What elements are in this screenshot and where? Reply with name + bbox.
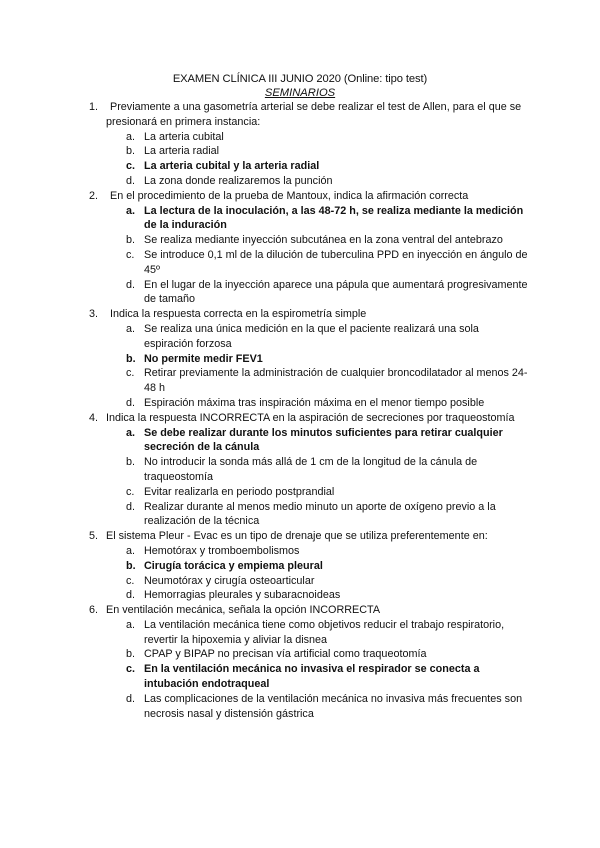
question-text: Indica la respuesta INCORRECTA en la aspiración de secreciones por traqueostomía — [106, 411, 515, 424]
option-letter: b. — [126, 648, 136, 661]
option-letter: b. — [126, 456, 136, 469]
option-text: Se introduce 0,1 ml de la dilución de tuberculina PPD en inyección en ángulo de 45º — [144, 248, 528, 276]
option-d — [106, 396, 530, 411]
option-a — [106, 130, 530, 145]
option-list — [106, 204, 530, 308]
option-text: Hemotórax y tromboembolismos — [144, 544, 300, 557]
option-text: Espiración máxima tras inspiración máxima en el menor tiempo posible — [144, 396, 485, 409]
question-number: 2. — [89, 189, 99, 202]
option-letter: d. — [126, 500, 136, 513]
option-letter: d. — [126, 692, 136, 705]
question-list — [0, 100, 600, 721]
question-number: 3. — [89, 308, 99, 321]
option-text: Se realiza mediante inyección subcutánea en la zona ventral del antebrazo — [144, 234, 503, 247]
question-6 — [0, 603, 600, 721]
question-text: En el procedimiento de la prueba de Mantoux, indica la afirmación correcta — [110, 189, 469, 202]
option-text: No permite medir FEV1 — [144, 352, 263, 365]
option-letter: a. — [126, 130, 136, 143]
exam-title: EXAMEN CLÍNICA III JUNIO 2020 (Online: tipo test) — [172, 73, 428, 85]
option-letter: b. — [126, 559, 136, 572]
question-number: 1. — [89, 101, 99, 113]
option-b — [106, 455, 530, 485]
option-list — [106, 618, 530, 722]
option-b — [106, 144, 530, 159]
option-letter: d. — [126, 396, 136, 409]
option-c-correct — [106, 159, 530, 174]
option-list — [106, 544, 530, 603]
option-d — [106, 174, 530, 189]
option-b-correct — [106, 559, 530, 574]
question-text: El sistema Pleur - Evac es un tipo de drenaje que se utiliza preferentemente en: — [106, 530, 488, 543]
option-b-correct — [106, 352, 530, 367]
option-text: Se realiza una única medición en la que el paciente realizará una sola espiración forzosa — [144, 322, 479, 350]
option-c — [106, 366, 530, 396]
option-text: La ventilación mecánica tiene como objetivos reducir el trabajo respiratorio, revertir la hipoxemia y aliviar la disnea — [144, 618, 505, 646]
question-number: 4. — [89, 411, 99, 424]
option-letter: d. — [126, 174, 136, 187]
option-letter: b. — [126, 352, 136, 365]
question-4 — [0, 411, 600, 529]
option-text: Se debe realizar durante los minutos suficientes para retirar cualquier secreción de la cánula — [144, 426, 503, 454]
option-letter: a. — [126, 618, 136, 631]
option-text: La arteria radial — [144, 145, 220, 158]
question-1 — [0, 100, 600, 189]
option-d — [106, 500, 530, 530]
option-c — [106, 248, 530, 278]
option-letter: b. — [126, 234, 136, 247]
option-a-correct — [106, 426, 530, 456]
option-letter: c. — [126, 663, 136, 676]
option-a — [106, 322, 530, 352]
option-letter: a. — [126, 426, 136, 439]
option-letter: a. — [126, 544, 136, 557]
option-letter: c. — [126, 574, 135, 587]
option-letter: c. — [126, 160, 136, 173]
option-text: Cirugía torácica y empiema pleural — [144, 559, 323, 572]
option-text: Evitar realizarla en periodo postprandial — [144, 485, 335, 498]
question-5 — [0, 529, 600, 603]
option-letter: d. — [126, 589, 136, 602]
option-d — [106, 692, 530, 722]
option-text: Hemorragias pleurales y subaracnoideas — [144, 589, 341, 602]
option-letter: d. — [126, 278, 136, 291]
option-letter: c. — [126, 367, 135, 380]
question-3 — [0, 307, 600, 411]
question-number: 5. — [89, 530, 99, 543]
option-text: La arteria cubital — [144, 130, 224, 143]
option-c — [106, 485, 530, 500]
option-letter: c. — [126, 485, 135, 498]
option-text: No introducir la sonda más allá de 1 cm de la longitud de la cánula de traqueostomía — [144, 456, 478, 483]
option-text: CPAP y BIPAP no precisan vía artificial como traqueotomía — [144, 648, 427, 661]
option-text: La arteria cubital y la arteria radial — [144, 160, 320, 173]
option-b — [106, 233, 530, 248]
exam-subtitle: SEMINARIOS — [264, 87, 336, 99]
question-text: Indica la respuesta correcta en la espirometría simple — [110, 308, 367, 321]
option-text: Neumotórax y cirugía osteoarticular — [144, 574, 315, 587]
question-2 — [0, 189, 600, 307]
option-list — [106, 322, 530, 411]
option-text: Las complicaciones de la ventilación mecánica no invasiva más frecuentes son necrosis nasal y distensión gástrica — [144, 692, 523, 720]
option-d — [106, 278, 530, 308]
question-text: Previamente a una gasometría arterial se debe realizar el test de Allen, para el que se presionará en primera instancia: — [106, 101, 522, 128]
option-text: La zona donde realizaremos la punción — [144, 174, 333, 187]
option-text: Realizar durante al menos medio minuto un aporte de oxígeno previo a la realización de la técnica — [144, 500, 496, 528]
option-letter: b. — [126, 145, 136, 158]
option-text: En el lugar de la inyección aparece una pápula que aumentará progresivamente de tamaño — [144, 278, 528, 306]
option-letter: a. — [126, 322, 136, 335]
question-text: En ventilación mecánica, señala la opción INCORRECTA — [106, 604, 381, 617]
option-text: En la ventilación mecánica no invasiva el respirador se conecta a intubación endotraqueal — [144, 663, 480, 691]
option-letter: a. — [126, 204, 136, 217]
option-d — [106, 588, 530, 603]
option-b — [106, 647, 530, 662]
option-c — [106, 574, 530, 589]
option-list — [106, 130, 530, 189]
option-a — [106, 618, 530, 648]
option-letter: c. — [126, 248, 135, 261]
option-c-correct — [106, 662, 530, 692]
option-list — [106, 426, 530, 530]
option-text: Retirar previamente la administración de cualquier broncodilatador al menos 24-48 h — [144, 367, 528, 395]
option-text: La lectura de la inoculación, a las 48-72 h, se realiza mediante la medición de la induración — [144, 204, 524, 232]
option-a-correct — [106, 204, 530, 234]
option-a — [106, 544, 530, 559]
question-number: 6. — [89, 604, 99, 617]
